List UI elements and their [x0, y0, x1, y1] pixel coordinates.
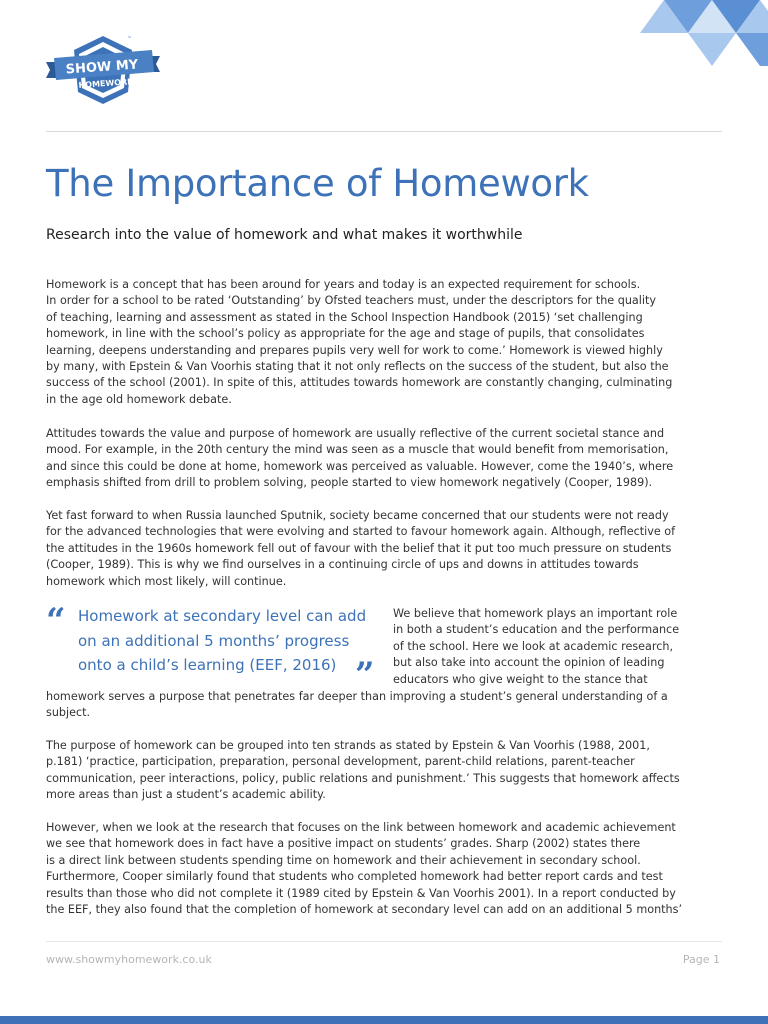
paragraph-continued [46, 689, 668, 722]
text-line: of teaching, learning and assessment as stated in the School Inspection Handbook (2015) ‘set challenging [46, 310, 643, 324]
text-line: in both a student’s education and the performance [393, 623, 680, 637]
decorative-triangles [640, 0, 768, 66]
footer-url[interactable]: www.showmyhomework.co.uk [46, 953, 212, 966]
text-line: for the advanced technologies that were evolving and started to favour homework again. Although, reflective of [46, 525, 676, 539]
text-line: (Cooper, 1989). This is why we find ourselves in a continuing circle of ups and downs in attitudes towards [46, 558, 639, 572]
text-line: homework serves a purpose that penetrates far deeper than improving a student’s general understanding of a [46, 690, 668, 703]
text-line: Attitudes towards the value and purpose of homework are usually reflective of the current societal stance and [46, 427, 665, 440]
logo-line2: HOMEWORK [78, 77, 134, 90]
page-title: The Importance of Homework [46, 162, 589, 205]
text-line: more areas than just a student’s academic ability. [46, 788, 326, 802]
text-line: Homework is a concept that has been around for years and today is an expected requirement for schools. [46, 278, 641, 291]
paragraph-3 [46, 508, 675, 590]
paragraph-4 [46, 738, 680, 804]
text-line: results than those who did not complete it (1989 cited by Epstein & Van Voorhis 2001). In a report conducted by [46, 886, 676, 900]
text-line: p.181) ‘practice, participation, preparation, personal development, parent-child relations, parent-teacher [46, 755, 635, 769]
text-line: we see that homework does in fact have a positive impact on students’ grades. Sharp (2002) states there [46, 837, 641, 851]
text-line: homework which most likely, will continue. [46, 574, 287, 588]
pull-quote [78, 604, 366, 678]
quote-side-text [393, 606, 679, 688]
text-line: the EEF, they also found that the completion of homework at secondary level can add on an additional 5 months’ [46, 903, 683, 917]
header-divider [46, 131, 722, 132]
logo-tm: ™ [127, 36, 132, 42]
text-line: However, when we look at the research that focuses on the link between homework and academic achievement [46, 821, 676, 834]
show-my-homework-logo [44, 32, 162, 104]
logo-line1: SHOW MY [65, 57, 139, 78]
text-line: Furthermore, Cooper similarly found that students who completed homework had better report cards and test [46, 870, 663, 884]
text-line: In order for a school to be rated ‘Outstanding’ by Ofsted teachers must, under the descriptors for the quality [46, 294, 657, 308]
page-subtitle: Research into the value of homework and what makes it worthwhile [46, 227, 523, 243]
footer-divider [46, 941, 722, 942]
paragraph-5 [46, 820, 682, 918]
text-line: in the age old homework debate. [46, 392, 232, 406]
text-line: emphasis shifted from drill to problem solving, people started to view homework negatively (Cooper, 1989). [46, 476, 653, 490]
bottom-accent-bar [0, 1016, 768, 1024]
quote-line: on an additional 5 months’ progress [78, 631, 350, 650]
text-line: learning, deepens understanding and prepares pupils very well for work to come.’ Homework is viewed highly [46, 343, 663, 357]
paragraph-1 [46, 277, 672, 408]
open-quote-icon: “ [46, 601, 66, 641]
text-line: educators who give weight to the stance that [393, 672, 648, 686]
text-line: homework, in line with the school’s policy as appropriate for the age and stage of pupils, that consolidates [46, 327, 645, 341]
text-line: and since this could be done at home, homework was perceived as valuable. However, come the 1940’s, where [46, 459, 674, 473]
text-line: We believe that homework plays an important role [393, 607, 678, 620]
close-quote-icon: ” [355, 655, 375, 695]
text-line: Yet fast forward to when Russia launched Sputnik, society became concerned that our students were not ready [46, 509, 669, 522]
text-line: the attitudes in the 1960s homework fell out of favour with the belief that it put too much pressure on students [46, 541, 672, 555]
text-line: subject. [46, 706, 91, 720]
text-line: by many, with Epstein & Van Voorhis stating that it not only reflects on the success of the student, but also the [46, 360, 669, 374]
text-line: is a direct link between students spending time on homework and their achievement in secondary school. [46, 853, 641, 867]
text-line: communication, peer interactions, policy, public relations and punishment.’ This suggests that homework affects [46, 771, 680, 785]
text-line: The purpose of homework can be grouped into ten strands as stated by Epstein & Van Voorhis (1988, 2001, [46, 739, 650, 752]
paragraph-2 [46, 426, 673, 492]
quote-line: onto a child’s learning (EEF, 2016) [78, 656, 337, 674]
text-line: mood. For example, in the 20th century the mind was seen as a muscle that would benefit from memorisation, [46, 443, 669, 457]
page-number: Page 1 [682, 953, 720, 966]
quote-line: Homework at secondary level can add [78, 607, 367, 625]
text-line: success of the school (2001). In spite of this, attitudes towards homework are constantly changing, culminating [46, 376, 673, 390]
text-line: but also take into account the opinion of leading [393, 656, 665, 670]
text-line: of the school. Here we look at academic research, [393, 639, 674, 653]
